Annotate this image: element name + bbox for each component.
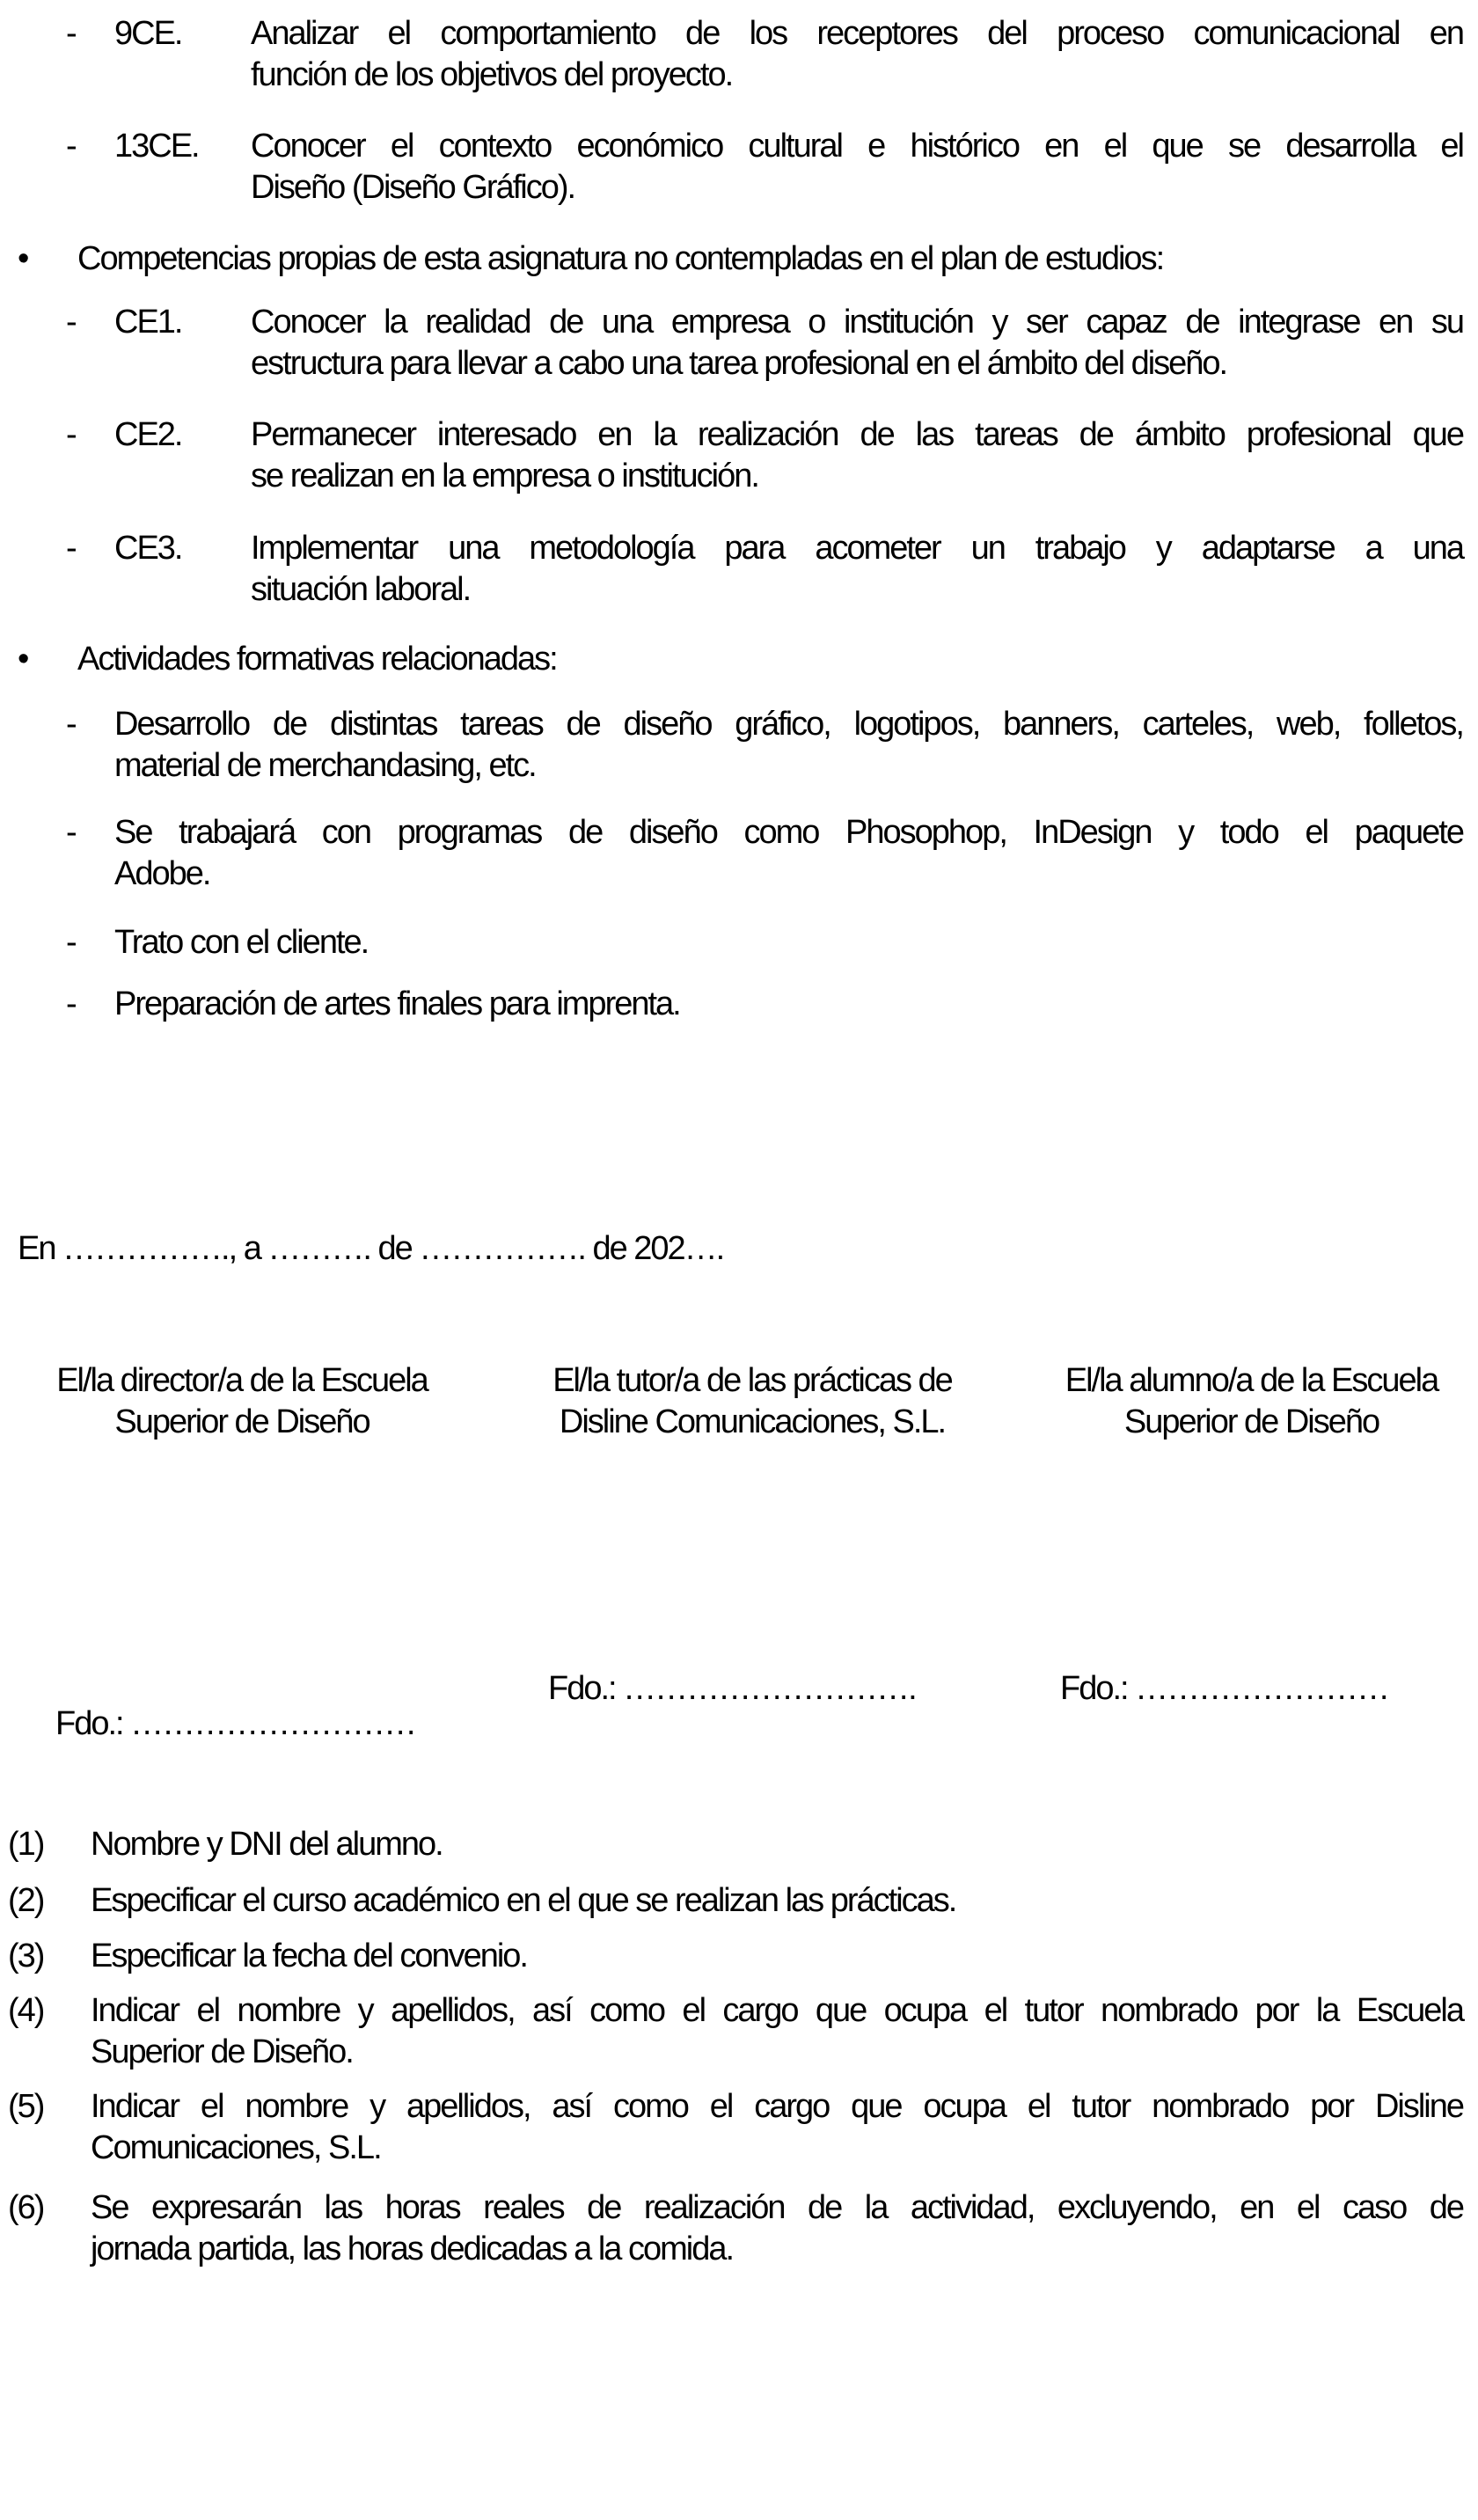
text-line: Comunicaciones, S.L.	[91, 2129, 381, 2166]
competency-code: CE1.	[114, 304, 182, 341]
dash-marker: -	[66, 15, 76, 52]
text-line: Desarrollo de distintas tareas de diseño gráfico, logotipos, banners, carteles, web, folletos,	[114, 706, 1463, 743]
text-line: Implementar una metodología para acometer un trabajo y adaptarse a una	[251, 530, 1463, 567]
competency-text	[251, 302, 1463, 385]
activity-item-programas	[66, 812, 1463, 895]
signature-block-alumno	[1025, 1360, 1478, 1443]
note-number: (3)	[8, 1938, 44, 1974]
text-line: Indicar el nombre y apellidos, así como el cargo que ocupa el tutor nombrado por la Escuela	[91, 1992, 1463, 2029]
bullet-marker: •	[18, 240, 28, 277]
competency-item-9ce	[66, 13, 1463, 96]
competency-code: 9CE.	[114, 15, 182, 52]
signature-title-line: Superior de Diseño	[114, 1403, 370, 1440]
dash-marker: -	[66, 706, 76, 743]
text-line: se realizan en la empresa o institución.	[251, 458, 758, 494]
signature-block-director	[18, 1360, 466, 1443]
activity-text	[114, 812, 1463, 895]
signature-title-line: El/la director/a de la Escuela	[56, 1362, 428, 1399]
note-item-4	[8, 1990, 1463, 2073]
note-number: (5)	[8, 2088, 44, 2125]
competency-code: CE3.	[114, 530, 182, 567]
note-item-3	[8, 1936, 1463, 1977]
competency-item-ce3	[66, 528, 1463, 611]
bullet-actividades-formativas	[18, 639, 1463, 680]
note-number: (4)	[8, 1992, 44, 2029]
text-line: material de merchandasing, etc.	[114, 747, 536, 784]
text-line: Especificar el curso académico en el que se realizan las prácticas.	[91, 1882, 956, 1919]
signature-block-tutor	[506, 1360, 999, 1443]
note-number: (2)	[8, 1882, 44, 1919]
text-line: Preparación de artes finales para imprenta.	[114, 985, 680, 1022]
note-text	[91, 2086, 1463, 2169]
competency-text	[251, 528, 1463, 611]
activity-item-desarrollo	[66, 704, 1463, 787]
text-line: Se trabajará con programas de diseño como Phosophop, InDesign y todo el paquete	[114, 814, 1463, 851]
fdo-line-alumno: Fdo.: ……………………	[1060, 1670, 1389, 1707]
bullet-text: Actividades formativas relacionadas:	[77, 641, 557, 678]
competency-text	[251, 414, 1463, 497]
dash-marker: -	[66, 304, 76, 341]
competency-item-13ce	[66, 126, 1463, 209]
note-text	[91, 2187, 1463, 2270]
text-line: Especificar la fecha del convenio.	[91, 1938, 527, 1974]
note-text	[91, 1824, 1463, 1865]
text-line: Adobe.	[114, 855, 210, 892]
activity-text	[114, 984, 1463, 1025]
dash-marker: -	[66, 416, 76, 453]
competency-code: 13CE.	[114, 128, 199, 165]
note-item-1	[8, 1824, 1463, 1865]
dash-marker: -	[66, 128, 76, 165]
dash-marker: -	[66, 985, 76, 1022]
date-place-line: En ……………., a ………. de ……………. de 202….	[18, 1230, 724, 1267]
bullet-text: Competencias propias de esta asignatura no contempladas en el plan de estudios:	[77, 240, 1164, 277]
note-number: (6)	[8, 2189, 44, 2226]
bullet-competencias-propias	[18, 238, 1463, 280]
dash-marker: -	[66, 924, 76, 961]
signature-title-line: El/la tutor/a de las prácticas de	[552, 1362, 952, 1399]
note-text	[91, 1990, 1463, 2073]
dash-marker: -	[66, 530, 76, 567]
competency-item-ce2	[66, 414, 1463, 497]
competency-code: CE2.	[114, 416, 182, 453]
text-line: función de los objetivos del proyecto.	[251, 56, 733, 93]
text-line: Diseño (Diseño Gráfico).	[251, 169, 575, 206]
text-line: Conocer el contexto económico cultural e histórico en el que se desarrolla el	[251, 128, 1463, 165]
activity-item-artes-finales	[66, 984, 1463, 1025]
note-item-6	[8, 2187, 1463, 2270]
text-line: situación laboral.	[251, 571, 471, 608]
dash-marker: -	[66, 814, 76, 851]
competency-text	[251, 126, 1463, 209]
activity-text	[114, 922, 1463, 963]
activity-text	[114, 704, 1463, 787]
text-line: Nombre y DNI del alumno.	[91, 1826, 443, 1863]
note-item-2	[8, 1880, 1463, 1922]
text-line: Superior de Diseño.	[91, 2033, 353, 2070]
text-line: Conocer la realidad de una empresa o institución y ser capaz de integrase en su	[251, 304, 1463, 341]
competency-text	[251, 13, 1463, 96]
fdo-line-tutor: Fdo.: ……………………….	[548, 1670, 916, 1707]
signature-title-line: El/la alumno/a de la Escuela	[1065, 1362, 1438, 1399]
signature-title-line: Disline Comunicaciones, S.L.	[559, 1403, 946, 1440]
text-line: jornada partida, las horas dedicadas a la comida.	[91, 2231, 734, 2267]
activity-item-trato	[66, 922, 1463, 963]
text-line: Se expresarán las horas reales de realización de la actividad, excluyendo, en el caso de	[91, 2189, 1463, 2226]
text-line: Trato con el cliente.	[114, 924, 369, 961]
text-line: Indicar el nombre y apellidos, así como el cargo que ocupa el tutor nombrado por Disline	[91, 2088, 1463, 2125]
bullet-marker: •	[18, 641, 28, 678]
note-item-5	[8, 2086, 1463, 2169]
competency-item-ce1	[66, 302, 1463, 385]
text-line: Analizar el comportamiento de los receptores del proceso comunicacional en	[251, 15, 1463, 52]
fdo-line-director: Fdo.: ………………………	[55, 1705, 416, 1742]
note-text	[91, 1880, 1463, 1922]
note-number: (1)	[8, 1826, 44, 1863]
note-text	[91, 1936, 1463, 1977]
signature-title-line: Superior de Diseño	[1123, 1403, 1379, 1440]
text-line: Permanecer interesado en la realización de las tareas de ámbito profesional que	[251, 416, 1463, 453]
text-line: estructura para llevar a cabo una tarea profesional en el ámbito del diseño.	[251, 345, 1227, 382]
